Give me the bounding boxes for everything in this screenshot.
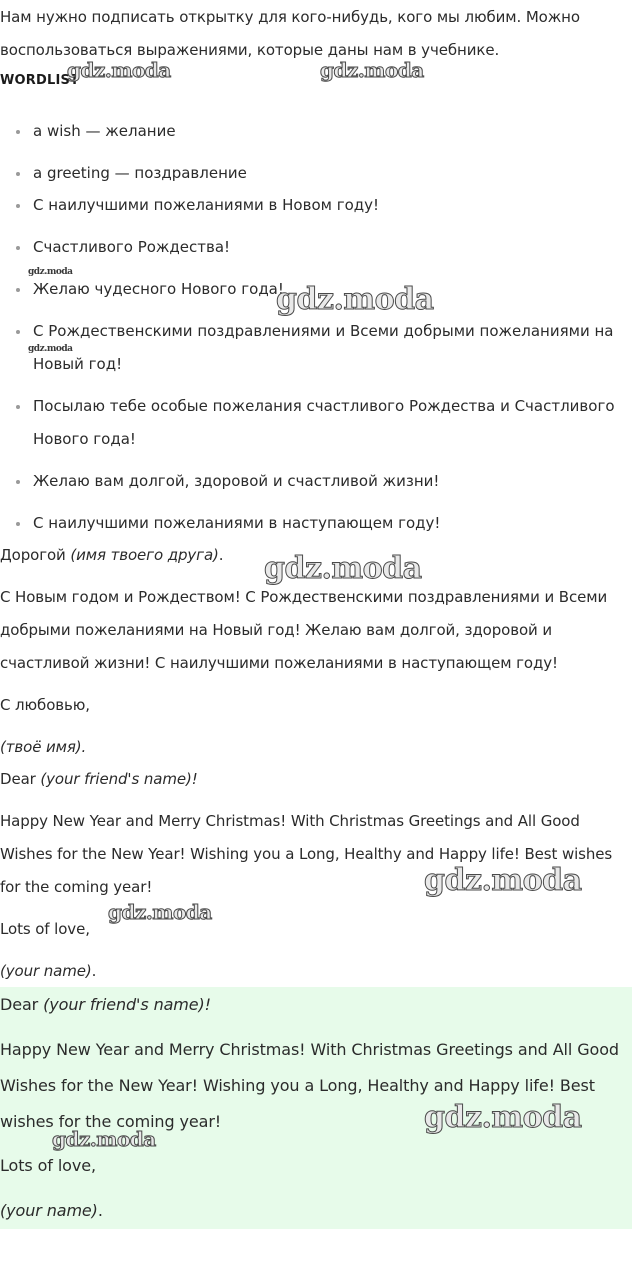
russian-closing: С любовью,: [0, 696, 90, 714]
watermark: gdz.moda: [28, 344, 73, 354]
russian-signature: (твоё имя).: [0, 738, 87, 756]
friend-name-placeholder: (your friend's name)!: [43, 995, 211, 1014]
greeting-prefix: Дорогой: [0, 546, 71, 564]
watermark: gdz.moda: [52, 1127, 156, 1151]
bullet-icon: [16, 522, 20, 526]
your-name-placeholder: (your name): [0, 962, 92, 980]
highlighted-answer-box: [0, 987, 632, 1229]
list-item-text: a wish — желание: [33, 122, 176, 140]
english-greeting: [0, 763, 632, 796]
highlight-signature: [0, 1193, 632, 1229]
friend-name-placeholder: (имя твоего друга): [70, 546, 219, 564]
bullet-icon: [16, 130, 20, 134]
list-item: [33, 273, 624, 306]
watermark: gdz.moda: [67, 58, 171, 82]
list-item: [33, 189, 624, 222]
signature-suffix: .: [97, 1201, 103, 1220]
list-item: [33, 231, 624, 264]
english-body-line-3: for the coming year!: [0, 878, 153, 896]
your-name-placeholder: (your name): [0, 1201, 98, 1220]
highlight-closing: Lots of love,: [0, 1156, 96, 1175]
bullet-icon: [16, 204, 20, 208]
russian-body-line-1: С Новым годом и Рождеством! С Рождественскими поздравлениями и Всеми: [0, 588, 608, 606]
list-item: [33, 115, 624, 148]
greeting-prefix: Dear: [0, 770, 41, 788]
bullet-icon: [16, 246, 20, 250]
russian-body-line-2: добрыми пожеланиями на Новый год! Желаю вам долгой, здоровой и: [0, 621, 553, 639]
list-item-text: Желаю чудесного Нового года!: [33, 280, 284, 298]
list-item: [33, 465, 624, 498]
watermark: gdz.moda: [320, 58, 424, 82]
bullet-icon: [16, 172, 20, 176]
list-item-text: С Рождественскими поздравлениями и Всеми добрыми пожеланиями на: [33, 322, 614, 340]
list-item-text: Посылаю тебе особые пожелания счастливого Рождества и Счастливого: [33, 397, 615, 415]
russian-body-line-3: счастливой жизни! С наилучшими пожеланиями в наступающем году!: [0, 654, 558, 672]
watermark: gdz.moda: [424, 1100, 582, 1135]
watermark: gdz.moda: [276, 282, 434, 317]
signature-suffix: .: [91, 962, 97, 980]
watermark: gdz.moda: [264, 551, 422, 586]
russian-greeting: [0, 539, 632, 572]
list-item: [33, 390, 624, 423]
intro-line-1: Нам нужно подписать открытку для кого-нибудь, кого мы любим. Можно: [0, 8, 580, 26]
friend-name-placeholder: (your friend's name)!: [40, 770, 198, 788]
list-item-text: Желаю вам долгой, здоровой и счастливой жизни!: [33, 472, 440, 490]
list-item: [33, 315, 624, 348]
english-body-line-1: Happy New Year and Merry Christmas! With Christmas Greetings and All Good: [0, 812, 580, 830]
bullet-icon: [16, 330, 20, 334]
greeting-suffix: .: [218, 546, 224, 564]
list-item-text: Счастливого Рождества!: [33, 238, 231, 256]
highlight-body-line-2: Wishes for the New Year! Wishing you a Long, Healthy and Happy life! Best: [0, 1076, 595, 1095]
watermark: gdz.moda: [28, 267, 73, 277]
highlight-body-line-1: Happy New Year and Merry Christmas! With Christmas Greetings and All Good: [0, 1040, 619, 1059]
list-item-continuation: [33, 348, 624, 381]
highlight-body-line-3: wishes for the coming year!: [0, 1112, 222, 1131]
bullet-icon: [16, 480, 20, 484]
list-item-text: Новый год!: [33, 355, 123, 373]
english-body-line-2: Wishes for the New Year! Wishing you a Long, Healthy and Happy life! Best wishes: [0, 845, 613, 863]
list-item-text: С наилучшими пожеланиями в Новом году!: [33, 196, 380, 214]
english-signature: [0, 955, 632, 988]
list-item-text: a greeting — поздравление: [33, 164, 247, 182]
list-item: [33, 507, 624, 540]
highlight-greeting: [0, 987, 632, 1023]
english-closing: Lots of love,: [0, 920, 90, 938]
list-item-text: С наилучшими пожеланиями в наступающем году!: [33, 514, 441, 532]
list-item-text: Нового года!: [33, 430, 136, 448]
list-item: [33, 157, 624, 190]
list-item-continuation: [33, 423, 624, 456]
intro-line-2: воспользоваться выражениями, которые даны нам в учебнике.: [0, 41, 500, 59]
wordlist-heading: WORDLIST: [0, 73, 80, 88]
greeting-prefix: Dear: [0, 995, 44, 1014]
bullet-icon: [16, 405, 20, 409]
watermark: gdz.moda: [424, 863, 582, 898]
bullet-icon: [16, 288, 20, 292]
watermark: gdz.moda: [108, 900, 212, 924]
